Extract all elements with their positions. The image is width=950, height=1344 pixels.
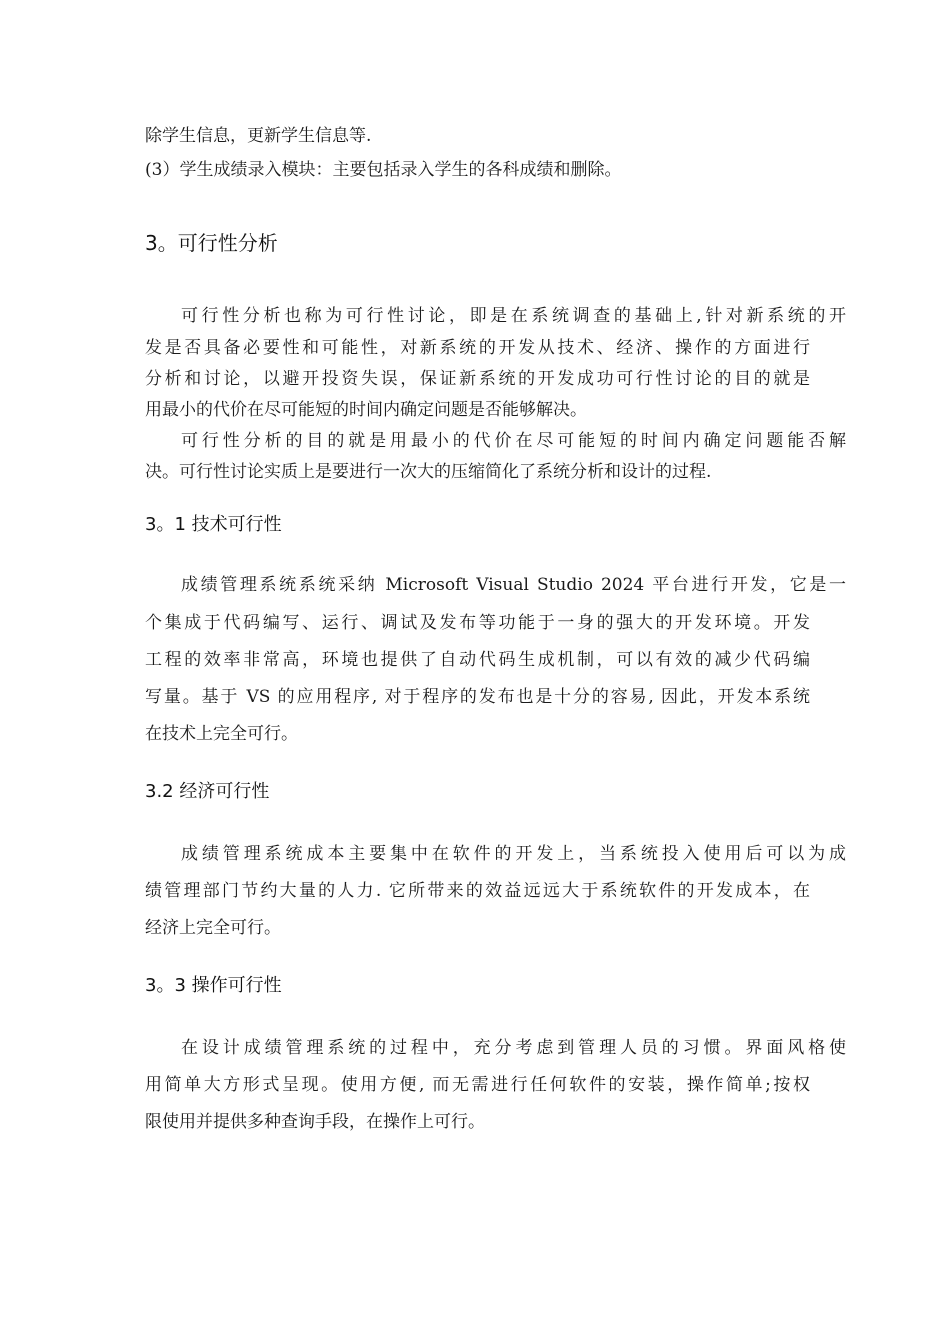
section-heading-3-2: 3.2 经济可行性 [145, 781, 270, 802]
paragraph-line: 发是否具备必要性和可能性，对新系统的开发从技术、经济、操作的方面进行 [145, 338, 810, 358]
paragraph-line: 成绩管理系统系统采纳 Microsoft Visual Studio 2024 平台进行开发，它是一 [181, 575, 846, 595]
paragraph-line: 用简单大方形式呈现。使用方便, 而无需进行任何软件的安装，操作简单;按权 [145, 1075, 810, 1095]
paragraph-line: 决。可行性讨论实质上是要进行一次大的压缩简化了系统分析和设计的过程. [145, 462, 712, 482]
paragraph-line: 经济上完全可行。 [145, 918, 281, 938]
paragraph-line: 用最小的代价在尽可能短的时间内确定问题是否能够解决。 [145, 400, 587, 420]
paragraph-line: 工程的效率非常高，环境也提供了自动代码生成机制，可以有效的减少代码编 [145, 650, 810, 670]
paragraph-line: 在设计成绩管理系统的过程中，充分考虑到管理人员的习惯。界面风格使 [181, 1038, 846, 1058]
paragraph-line: 成绩管理系统成本主要集中在软件的开发上，当系统投入使用后可以为成 [181, 844, 846, 864]
paragraph-line: 限使用并提供多种查询手段，在操作上可行。 [145, 1112, 485, 1132]
paragraph-line: 可行性分析也称为可行性讨论，即是在系统调查的基础上,针对新系统的开 [181, 306, 846, 326]
paragraph-line: 写量。基于 VS 的应用程序, 对于程序的发布也是十分的容易, 因此，开发本系统 [145, 687, 810, 707]
module-item-3: (3）学生成绩录入模块：主要包括录入学生的各科成绩和删除。 [145, 160, 622, 180]
section-heading-3-1: 3。1 技术可行性 [145, 514, 282, 535]
section-heading-3: 3。可行性分析 [145, 231, 278, 255]
paragraph-line: 可行性分析的目的就是用最小的代价在尽可能短的时间内确定问题能否解 [181, 431, 846, 451]
paragraph-line: 在技术上完全可行。 [145, 724, 298, 744]
continuation-line: 除学生信息，更新学生信息等. [145, 126, 372, 146]
paragraph-line: 个集成于代码编写、运行、调试及发布等功能于一身的强大的开发环境。开发 [145, 613, 810, 633]
paragraph-line: 绩管理部门节约大量的人力. 它所带来的效益远远大于系统软件的开发成本，在 [145, 881, 810, 901]
section-heading-3-3: 3。3 操作可行性 [145, 975, 282, 996]
paragraph-line: 分析和讨论，以避开投资失误，保证新系统的开发成功可行性讨论的目的就是 [145, 369, 810, 389]
